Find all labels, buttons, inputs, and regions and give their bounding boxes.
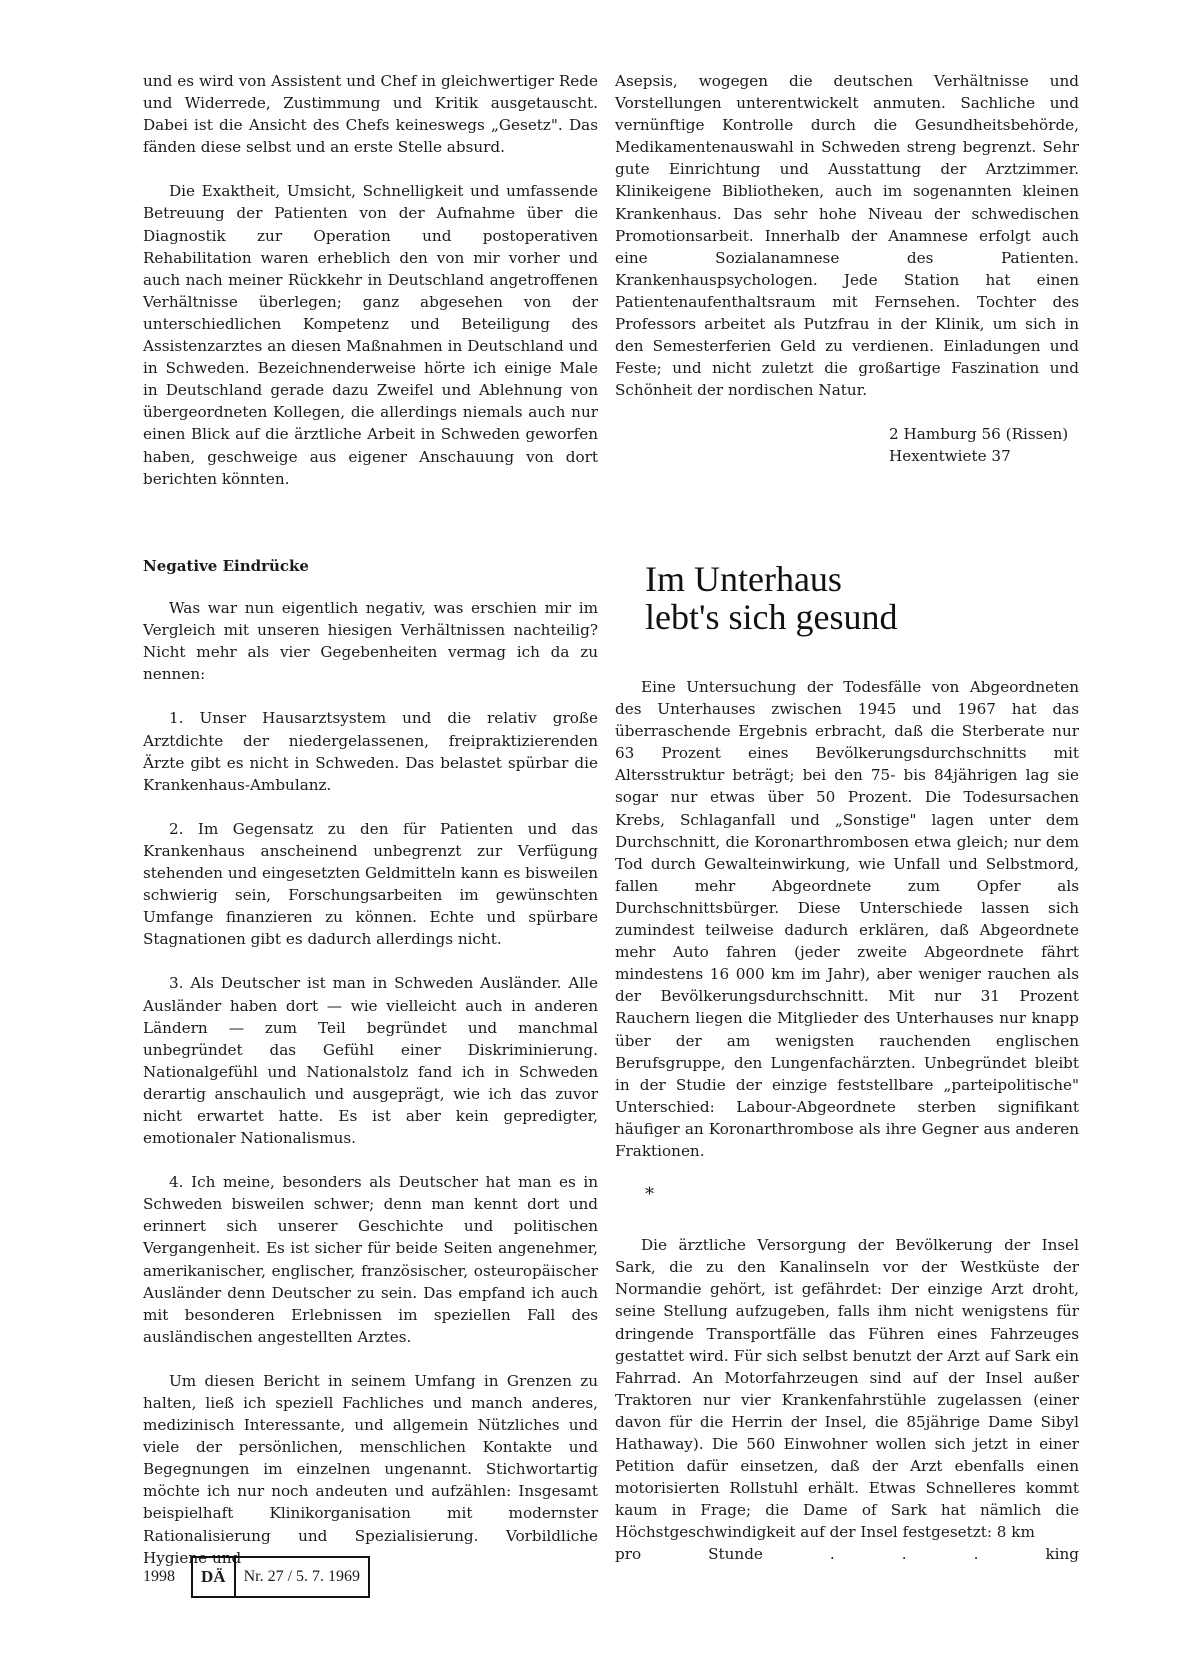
closing-line [615,1543,1079,1565]
journal-logo: DÄ [193,1558,236,1596]
paragraph: 2. Im Gegensatz zu den für Patienten und das Krankenhaus anscheinend unbegrenzt zur Verfügung stehenden und eingesetzten Geldmitteln kann es bisweilen schwierig sein, Forschungsarbeiten im gewünschten Umfange finanzieren zu können. Echte und spürbare Stagnationen gibt es dadurch allerdings nicht. [143,819,598,949]
paragraph: Asepsis, wogegen die deutschen Verhältnisse und Vorstellungen unterentwickelt anmuten. Sachliche und vernünftige Kontrolle durch die Gesundheitsbehörde, Medikamentenauswahl in Schweden streng begrenzt. Sehr gute Einrichtung und Ausstattung der Arztzimmer. Klinikeigene Bibliotheken, auch im sogenannten kleinen Krankenhaus. Das sehr hohe Niveau der schwedischen Promotionsarbeit. Innerhalb der Anamnese erfolgt auch eine Sozialanamnese des Patienten. Krankenhauspsychologen. Jede Station hat einen Patientenaufenthaltsraum mit Fernsehen. Tochter des Professors arbeitet als Putzfrau in der Klinik, um sich in den Semesterferien Geld zu verdienen. Einladungen und Feste; und nicht zuletzt die großartige Faszination und Schönheit der nordischen Natur. [615,72,1079,400]
article-headline [645,560,1079,636]
closing-text: pro Stunde . . . [615,1545,979,1564]
right-column-top [615,70,1079,467]
page-footer [143,1555,370,1599]
paragraph: 3. Als Deutscher ist man in Schweden Ausländer. Alle Ausländer haben dort — wie vielleicht auch in anderen Ländern — zum Teil begründet und manchmal unbegründet das Gefühl einer Diskriminierung. Nationalgefühl und Nationalstolz fand ich in Schweden derartig anschaulich und ausgeprägt, wie ich das zuvor nicht erwartet hatte. Es ist aber kein gepredigter, emotionaler Nationalismus. [143,974,598,1148]
separator-asterisk: * [645,1184,654,1206]
section-heading: Negative Eindrücke [143,557,309,575]
paragraph: 1. Unser Hausarztsystem und die relativ große Arztdichte der niedergelassenen, freipraktizierenden Ärzte gibt es nicht in Schweden. Das belastet spürbar die Krankenhaus-Ambulanz. [143,709,598,794]
author-address [889,423,1079,467]
paragraph: und es wird von Assistent und Chef in gleichwertiger Rede und Widerrede, Zustimmung und Kritik ausgetauscht. Dabei ist die Ansicht des Chefs keineswegs „Gesetz". Das fänden diese selbst und an erste Stelle absurd. [143,72,598,157]
paragraph: 4. Ich meine, besonders als Deutscher hat man es in Schweden bisweilen schwer; denn man kennt dort und erinnert sich unserer Geschichte und politischen Vergangenheit. Es ist sicher für beide Seiten angenehmer, amerikanischer, englischer, französischer, osteuropäischer Ausländer denn Deutscher zu sein. Das empfand ich auch mit besonderen Erlebnissen im speziellen Fall des ausländischen angestellten Arztes. [143,1173,598,1346]
left-column-top [143,70,598,512]
headline-line: lebt's sich gesund [645,597,898,637]
author-signature: king [1045,1545,1080,1564]
paragraph: Die ärztliche Versorgung der Bevölkerung der Insel Sark, die zu den Kanalinseln vor der Westküste der Normandie gehört, ist gefährdet: Der einzige Arzt droht, seine Stellung aufzugeben, falls ihm nicht wenigstens für dringende Transportfälle das Führen eines Fahrzeuges gestattet wird. Für sich selbst benutzt der Arzt auf Sark ein Fahrrad. An Motorfahrzeugen sind auf der Insel außer Traktoren nur vier Krankenfahrstühle zugelassen (einer davon für die Herrin der Insel, die 85jährige Dame Sibyl Hathaway). Die 560 Einwohner wollen sich jetzt in einer Petition dafür einsetzen, daß der Arzt ebenfalls einen motorisierten Rollstuhl erhält. Etwas Schnelleres kommt kaum in Frage; die Dame of Sark hat nämlich die Höchstgeschwindigkeit auf der Insel festgesetzt: 8 km [615,1236,1079,1542]
right-column-article [615,560,1079,1588]
paragraph: Was war nun eigentlich negativ, was erschien mir im Vergleich mit unseren hiesigen Verhältnissen nachteilig? Nicht mehr als vier Gegebenheiten vermag ich da zu nennen: [143,599,598,684]
address-line: Hexentwiete 37 [889,447,1011,466]
paragraph: Die Exaktheit, Umsicht, Schnelligkeit und umfassende Betreuung der Patienten von der Aufnahme über die Diagnostik zur Operation und postoperativen Rehabilitation waren erheblich den von mir vorher und auch nach meiner Rückkehr in Deutschland angetroffenen Verhältnisse überlegen; ganz abgesehen von der unterschiedlichen Kompetenz und Beteiligung des Assistenzarztes an diesen Maßnahmen in Deutschland und in Schweden. Bezeichnenderweise hörte ich einige Male in Deutschland gerade dazu Zweifel und Ablehnung von übergeordneten Kollegen, die allerdings niemals auch nur einen Blick auf die ärztliche Arbeit in Schweden geworfen haben, geschweige aus eigener Anschauung von dort berichten könnten. [143,182,598,488]
headline-line: Im Unterhaus [645,559,842,599]
journal-badge [191,1556,370,1598]
paragraph: Um diesen Bericht in seinem Umfang in Grenzen zu halten, ließ ich speziell Fachliches und manch anderes, medizinisch Interessante, und allgemein Nützliches und viele der persönlichen, menschlichen Kontakte und Begegnungen im einzelnen ungenannt. Stichwortartig möchte ich nur noch andeuten und aufzählen: Insgesamt beispielhaft Klinikorganisation mit modernster Rationalisierung und Spezialisierung. Vorbildliche Hygiene und [143,1371,598,1567]
address-line: 2 Hamburg 56 (Rissen) [889,425,1069,444]
page-number: 1998 [143,1568,175,1585]
left-column-bottom [143,555,598,1591]
issue-info: Nr. 27 / 5. 7. 1969 [243,1568,361,1585]
paragraph: Eine Untersuchung der Todesfälle von Abgeordneten des Unterhauses zwischen 1945 und 1967 hat das überraschende Ergebnis erbracht, daß die Sterberate nur 63 Prozent eines Bevölkerungsdurchschnitts mit Altersstruktur beträgt; bei den 75- bis 84jährigen lag sie sogar nur etwas über 50 Prozent. Die Todesursachen Krebs, Schlaganfall und „Sonstige" lagen unter dem Durchschnitt, die Koronarthrombosen etwa gleich; nur dem Tod durch Gewalteinwirkung, wie Unfall und Selbstmord, fallen mehr Abgeordnete zum Opfer als Durchschnittsbürger. Diese Unterschiede lassen sich zumindest teilweise dadurch erklären, daß Abgeordnete mehr Auto fahren (jeder zweite Abgeordnete fährt mindestens 16 000 km im Jahr), aber weniger rauchen als der Bevölkerungsdurchschnitt. Mit nur 31 Prozent Rauchern liegen die Mitglieder des Unterhauses nur knapp über der am wenigsten rauchenden englischen Berufsgruppe, den Lungenfachärzten. Unbegründet bleibt in der Studie der einzige feststellbare „parteipolitische" Unterschied: Labour-Abgeordnete sterben signifikant häufiger an Koronarthrombose als ihre Gegner aus anderen Fraktionen. [615,678,1079,1160]
